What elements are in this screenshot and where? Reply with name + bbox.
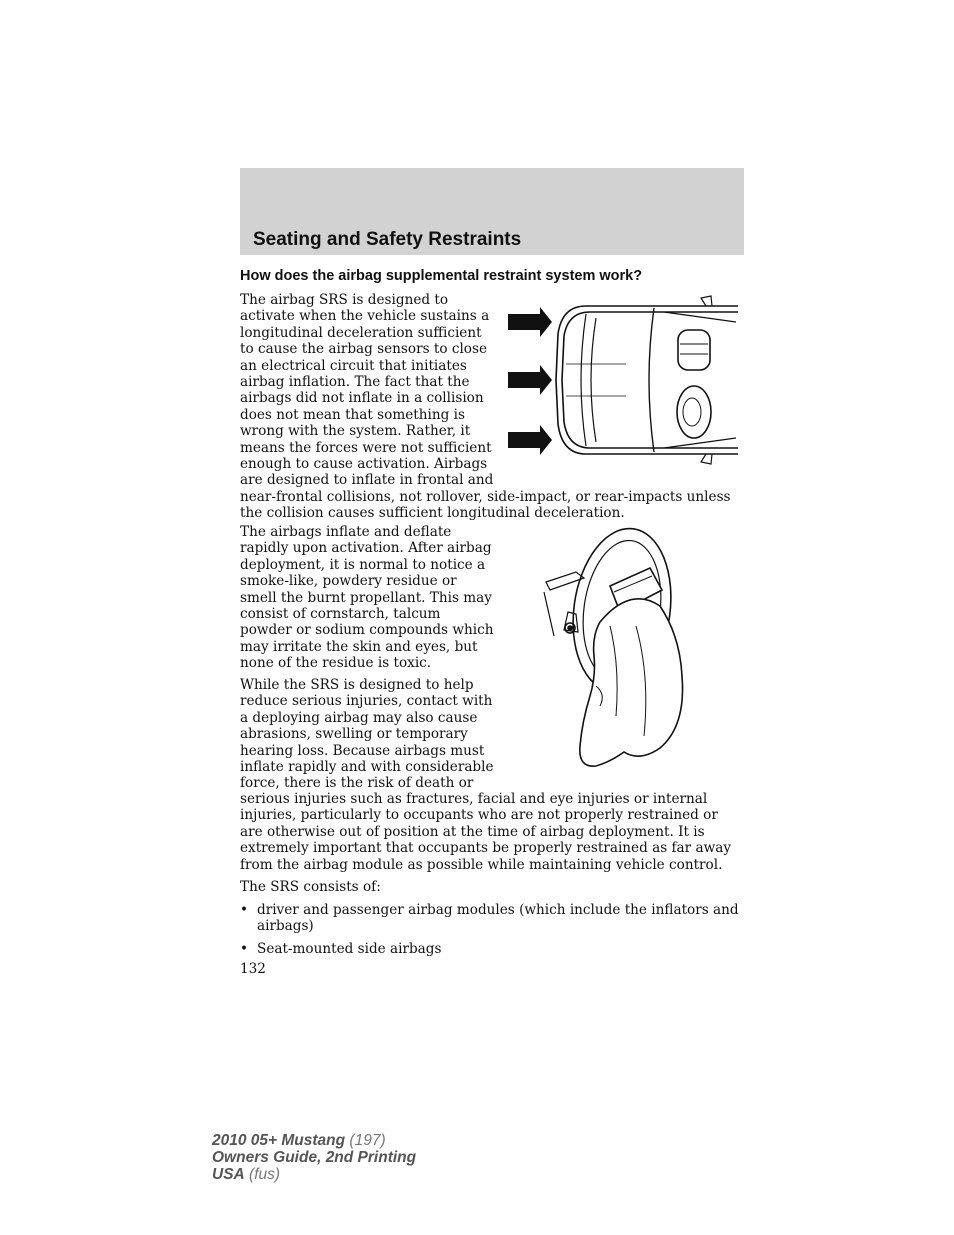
list-item: • Seat-mounted side airbags [240, 940, 442, 957]
document-footer: 2010 05+ Mustang (197) Owners Guide, 2nd Printing USA (fus) [212, 1132, 417, 1183]
line: The airbag SRS is designed to [240, 292, 449, 308]
impact-arrow-icon [508, 365, 552, 395]
line: means the forces were not sufficient [240, 439, 492, 456]
section-header-band [240, 168, 744, 255]
line: hearing loss. Because airbags must [240, 742, 485, 759]
srs-component-list [240, 902, 740, 963]
line: airbags did not inflate in a collision [240, 390, 484, 407]
line: smell the burnt propellant. This may [240, 589, 492, 606]
line: While the SRS is designed to help [240, 677, 474, 693]
line: wrong with the system. Rather, it [240, 423, 471, 440]
line: force, there is the risk of death or [240, 775, 474, 792]
impact-arrow-icon [508, 425, 552, 455]
line: longitudinal deceleration sufficient [240, 324, 482, 341]
line: smoke-like, powdery residue or [240, 573, 457, 590]
steering-wheel-airbag-illustration [540, 526, 690, 774]
paragraph-1-continued: near-frontal collisions, not rollover, side-impact, or rear-impacts unless the collision causes sufficient longitudinal deceleration. [240, 489, 731, 522]
line: rapidly upon activation. After airbag [240, 540, 492, 557]
line: powder or sodium compounds which [240, 622, 494, 639]
car-frontal-impact-illustration [506, 294, 742, 466]
line: a deploying airbag may also cause [240, 709, 478, 726]
line: may irritate the skin and eyes, but [240, 638, 478, 655]
srs-consists-of: The SRS consists of: [240, 879, 381, 895]
paragraph-1-wrapped [240, 292, 502, 489]
bullet-icon: • [240, 902, 249, 918]
line: does not mean that something is [240, 406, 465, 423]
paragraph-3-continued: serious injuries such as fractures, facial and eye injuries or internal injuries, particularly to occupants who are not properly restrained or are otherwise out of position at the time of airbag deployment. It is extremely important that occupants be properly restrained as far away from the airbag module as possible while maintaining vehicle control. [240, 791, 732, 873]
line: inflate rapidly and with considerable [240, 759, 494, 776]
paragraph-2 [240, 524, 502, 672]
section-title: Seating and Safety Restraints [253, 229, 522, 250]
line: to cause the airbag sensors to close [240, 341, 488, 358]
question-heading: How does the airbag supplemental restraint system work? [240, 268, 643, 284]
line: none of the residue is toxic. [240, 655, 432, 672]
page-number: 132 [240, 961, 266, 977]
line: abrasions, swelling or temporary [240, 726, 468, 743]
bullet-icon: • [240, 940, 249, 957]
line: are designed to inflate in frontal and [240, 472, 494, 489]
line: an electrical circuit that initiates [240, 357, 467, 374]
line: The airbags inflate and deflate [240, 524, 452, 540]
line: activate when the vehicle sustains a [240, 308, 490, 325]
line: airbag inflation. The fact that the [240, 374, 470, 391]
line: consist of cornstarch, talcum [240, 606, 441, 623]
line: reduce serious injuries, contact with [240, 693, 493, 710]
list-item: • driver and passenger airbag modules (which include the inflators and airbags) [240, 902, 739, 935]
line: enough to cause activation. Airbags [240, 456, 488, 473]
impact-arrow-icon [508, 307, 552, 337]
line: deployment, it is normal to notice a [240, 556, 486, 573]
paragraph-3-wrapped [240, 677, 502, 792]
